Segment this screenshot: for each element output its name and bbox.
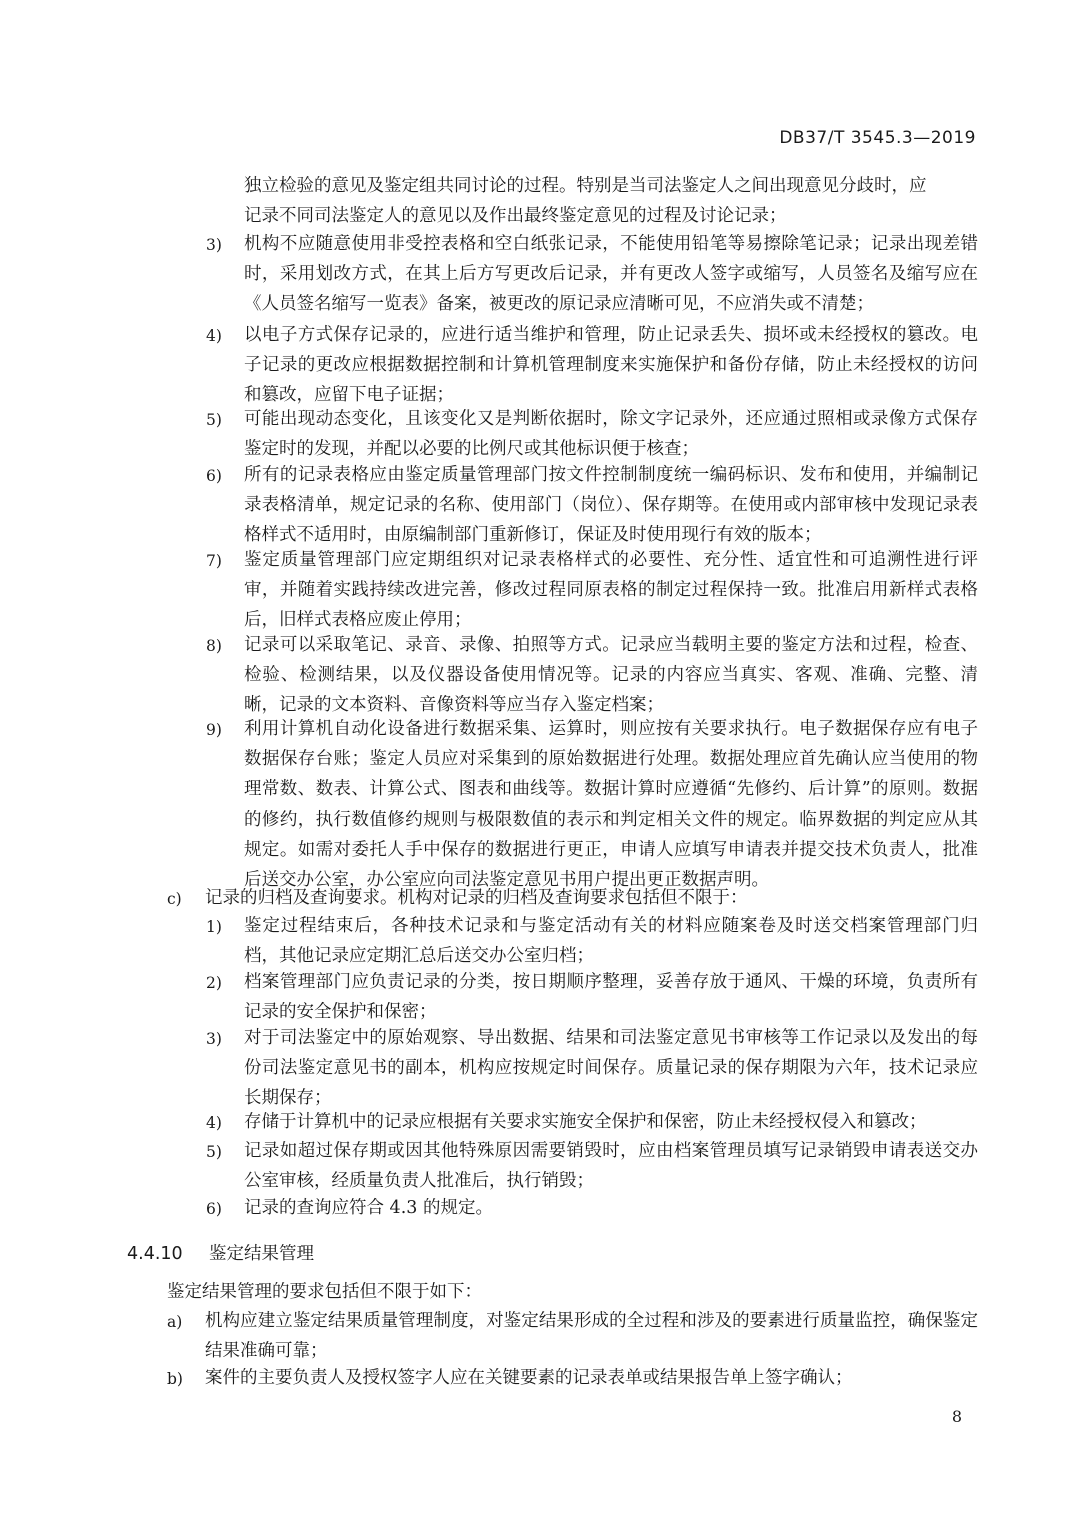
section-heading xyxy=(127,1240,314,1265)
list-item-number: 4) xyxy=(206,327,222,345)
list-item-letter: b) xyxy=(167,1370,183,1388)
list-item-number: 4) xyxy=(206,1114,222,1132)
list-item-letter: c) xyxy=(167,890,182,908)
list-item-text: 所有的记录表格应由鉴定质量管理部门按文件控制制度统一编码标识、发布和使用，并编制记录表格清单，规定记录的名称、使用部门（岗位）、保存期等。在使用或内部审核中发现记录表格样式不适用时，由原编制部门重新修订，保证及时使用现行有效的版本； xyxy=(244,465,978,546)
list-item-number: 5) xyxy=(206,1143,222,1161)
list-item-text: 案件的主要负责人及授权签字人应在关键要素的记录表单或结果报告单上签字确认； xyxy=(205,1368,853,1388)
list-item-text: 鉴定质量管理部门应定期组织对记录表格样式的必要性、充分性、适宜性和可追溯性进行评审，并随着实践持续改进完善，修改过程同原表格的制定过程保持一致。批准启用新样式表格后，旧样式表格应废止停用； xyxy=(244,550,978,631)
section-intro: 鉴定结果管理的要求包括但不限于如下： xyxy=(167,1282,482,1302)
list-item-text: 可能出现动态变化，且该变化又是判断依据时，除文字记录外，还应通过照相或录像方式保存鉴定时的发现，并配以必要的比例尺或其他标识便于核查； xyxy=(244,409,978,460)
list-item-number: 3) xyxy=(206,1030,222,1048)
list-item-number: 1) xyxy=(206,918,222,936)
section-title: 鉴定结果管理 xyxy=(209,1244,314,1264)
list-item-text: 机构不应随意使用非受控表格和空白纸张记录，不能使用铅笔等易擦除笔记录；记录出现差错时，采用划改方式，在其上后方写更改后记录，并有更改人签字或缩写，人员签名及缩写应在《人员签名缩写一览表》备案，被更改的原记录应清晰可见，不应消失或不清楚； xyxy=(244,234,978,315)
list-item-number: 6) xyxy=(206,1200,222,1218)
page-number: 8 xyxy=(951,1407,962,1426)
list-item-letter: a) xyxy=(167,1313,183,1331)
list-item-text: 以电子方式保存记录的，应进行适当维护和管理，防止记录丢失、损坏或未经授权的篡改。电子记录的更改应根据数据控制和计算机管理制度来实施保护和备份存储，防止未经授权的访问和篡改，应留下电子证据； xyxy=(244,325,978,406)
section-number: 4.4.10 xyxy=(127,1244,183,1264)
list-item-number: 3) xyxy=(206,236,222,254)
list-item-text: 记录如超过保存期或因其他特殊原因需要销毁时，应由档案管理员填写记录销毁申请表送交办公室审核，经质量负责人批准后，执行销毁； xyxy=(244,1141,978,1192)
list-item-number: 9) xyxy=(206,721,222,739)
list-item-number: 7) xyxy=(206,552,222,570)
list-item-text: 记录的查询应符合 4.3 的规定。 xyxy=(244,1198,493,1218)
list-item-number: 2) xyxy=(206,974,222,992)
list-item-text: 存储于计算机中的记录应根据有关要求实施安全保护和保密，防止未经授权侵入和篡改； xyxy=(244,1112,927,1132)
list-item-text: 档案管理部门应负责记录的分类，按日期顺序整理，妥善存放于通风、干燥的环境，负责所有记录的安全保护和保密； xyxy=(244,972,978,1023)
list-item-number: 8) xyxy=(206,637,222,655)
continuation-line-2: 记录不同司法鉴定人的意见以及作出最终鉴定意见的过程及讨论记录； xyxy=(244,206,787,226)
list-item-text: 记录的归档及查询要求。机构对记录的归档及查询要求包括但不限于： xyxy=(205,888,748,908)
list-item-text: 对于司法鉴定中的原始观察、导出数据、结果和司法鉴定意见书审核等工作记录以及发出的每份司法鉴定意见书的副本，机构应按规定时间保存。质量记录的保存期限为六年，技术记录应长期保存； xyxy=(244,1028,978,1109)
list-item-text: 记录可以采取笔记、录音、录像、拍照等方式。记录应当载明主要的鉴定方法和过程，检查、检验、检测结果，以及仪器设备使用情况等。记录的内容应当真实、客观、准确、完整、清晰，记录的文本资料、音像资料等应当存入鉴定档案； xyxy=(244,635,978,716)
continuation-line-1: 独立检验的意见及鉴定组共同讨论的过程。特别是当司法鉴定人之间出现意见分歧时，应 xyxy=(244,176,927,196)
standard-code: DB37/T 3545.3—2019 xyxy=(779,128,976,148)
list-item-number: 5) xyxy=(206,411,222,429)
list-item-number: 6) xyxy=(206,467,222,485)
list-item-text: 利用计算机自动化设备进行数据采集、运算时，则应按有关要求执行。电子数据保存应有电子数据保存台账；鉴定人员应对采集到的原始数据进行处理。数据处理应首先确认应当使用的物理常数、数表、计算公式、图表和曲线等。数据计算时应遵循“先修约、后计算”的原则。数据的修约，执行数值修约规则与极限数值的表示和判定相关文件的规定。临界数据的判定应从其规定。如需对委托人手中保存的数据进行更正，申请人应填写申请表并提交技术负责人，批准后送交办公室，办公室应向司法鉴定意见书用户提出更正数据声明。 xyxy=(244,719,978,891)
list-item-text: 机构应建立鉴定结果质量管理制度，对鉴定结果形成的全过程和涉及的要素进行质量监控，确保鉴定结果准确可靠； xyxy=(205,1311,978,1362)
list-item-text: 鉴定过程结束后，各种技术记录和与鉴定活动有关的材料应随案卷及时送交档案管理部门归档，其他记录应定期汇总后送交办公室归档； xyxy=(244,916,978,967)
